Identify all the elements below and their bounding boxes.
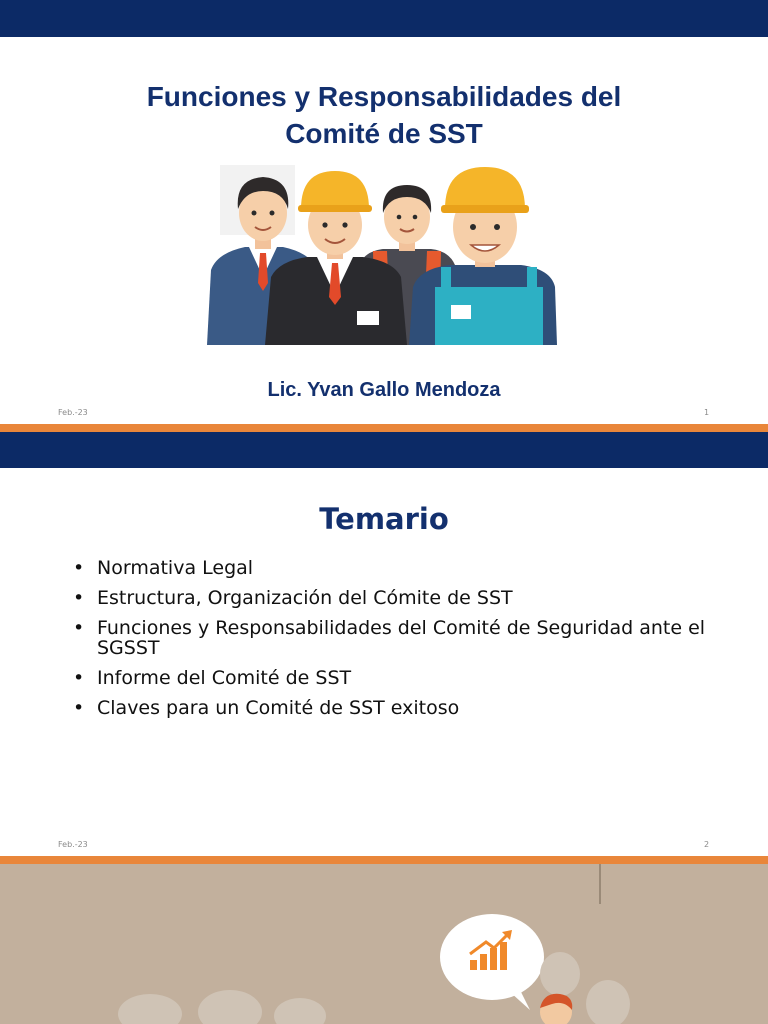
author-name: Lic. Yvan Gallo Mendoza: [267, 379, 501, 401]
list-item: • Claves para un Comité de SST exitoso: [70, 698, 710, 718]
slide-title: [0, 78, 768, 152]
topic-list: [70, 558, 710, 728]
slide-3: [0, 864, 768, 1024]
page-number: 1: [704, 408, 710, 417]
footer-bar: [0, 424, 768, 432]
list-item: • Estructura, Organización del Cómite de SST: [70, 588, 710, 608]
workers-illustration: [205, 165, 557, 345]
header-bar: [0, 0, 768, 37]
list-item: • Informe del Comité de SST: [70, 668, 710, 688]
list-item: • Funciones y Responsabilidades del Comité de Seguridad ante el SGSST: [70, 618, 710, 658]
page-number: 2: [704, 840, 710, 849]
list-item: • Normativa Legal: [70, 558, 710, 578]
temario-title: Temario: [319, 502, 449, 536]
header-bar: [0, 432, 768, 468]
footer-date: Feb.-23: [58, 840, 88, 849]
meeting-illustration: [0, 864, 768, 1024]
title-line-1: Funciones y Responsabilidades del: [146, 81, 622, 112]
footer-bar: [0, 856, 768, 864]
slide-1: [0, 0, 768, 432]
footer-date: Feb.-23: [58, 408, 88, 417]
title-line-2: Comité de SST: [285, 118, 483, 149]
